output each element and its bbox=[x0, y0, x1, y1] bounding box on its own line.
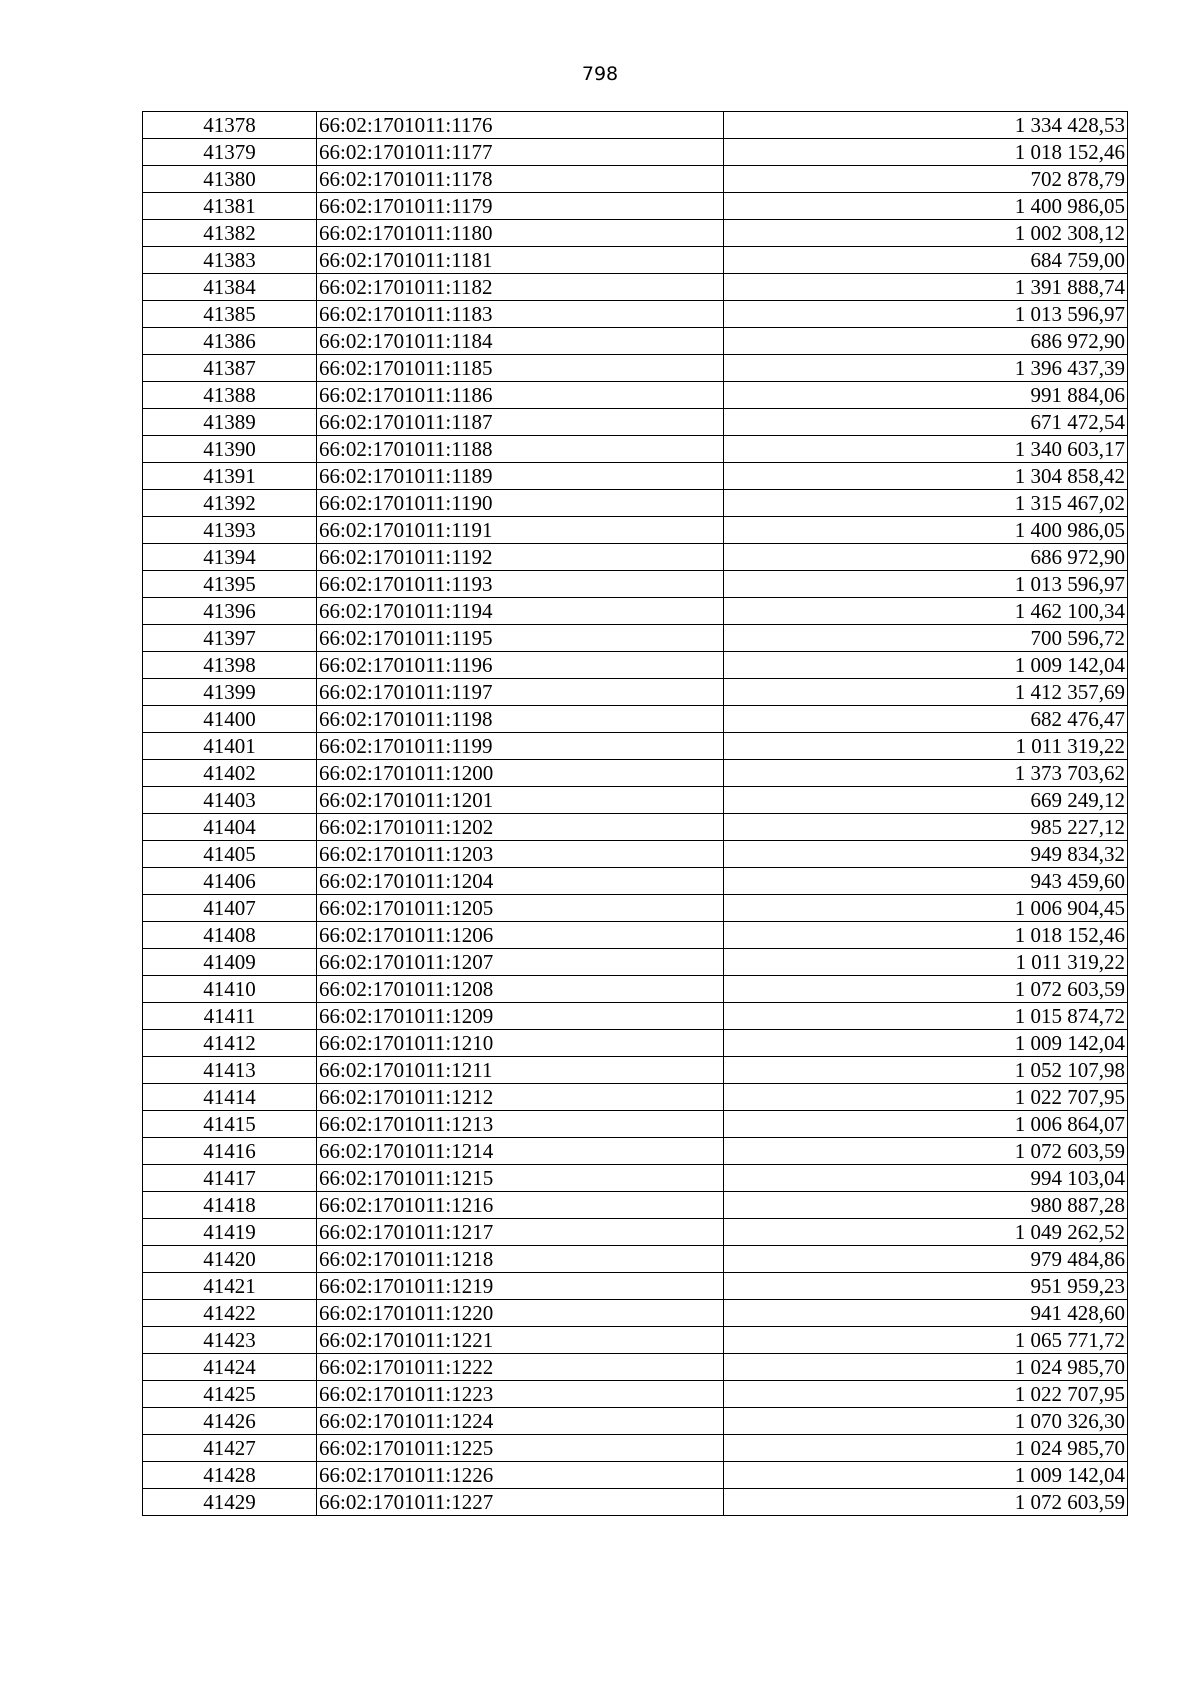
row-number-cell: 41413 bbox=[143, 1057, 317, 1084]
cadastral-number-cell: 66:02:1701011:1196 bbox=[317, 652, 724, 679]
cadastral-number-cell: 66:02:1701011:1213 bbox=[317, 1111, 724, 1138]
cadastral-value-cell: 1 462 100,34 bbox=[724, 598, 1128, 625]
cadastral-value-cell: 1 304 858,42 bbox=[724, 463, 1128, 490]
table-row bbox=[143, 949, 1128, 976]
row-number-cell: 41398 bbox=[143, 652, 317, 679]
cadastral-number-cell: 66:02:1701011:1178 bbox=[317, 166, 724, 193]
cadastral-table bbox=[142, 111, 1128, 1516]
cadastral-value-cell: 1 013 596,97 bbox=[724, 571, 1128, 598]
row-number-cell: 41392 bbox=[143, 490, 317, 517]
cadastral-value-cell: 682 476,47 bbox=[724, 706, 1128, 733]
row-number-cell: 41379 bbox=[143, 139, 317, 166]
table-row bbox=[143, 247, 1128, 274]
row-number-cell: 41389 bbox=[143, 409, 317, 436]
table-row bbox=[143, 1084, 1128, 1111]
row-number-cell: 41399 bbox=[143, 679, 317, 706]
page-number: 798 bbox=[581, 63, 619, 85]
cadastral-number-cell: 66:02:1701011:1221 bbox=[317, 1327, 724, 1354]
cadastral-number-cell: 66:02:1701011:1218 bbox=[317, 1246, 724, 1273]
table-row bbox=[143, 1111, 1128, 1138]
cadastral-number-cell: 66:02:1701011:1227 bbox=[317, 1489, 724, 1516]
row-number-cell: 41424 bbox=[143, 1354, 317, 1381]
table-row bbox=[143, 1408, 1128, 1435]
table-row bbox=[143, 1057, 1128, 1084]
table-row bbox=[143, 787, 1128, 814]
cadastral-value-cell: 985 227,12 bbox=[724, 814, 1128, 841]
cadastral-number-cell: 66:02:1701011:1210 bbox=[317, 1030, 724, 1057]
cadastral-number-cell: 66:02:1701011:1181 bbox=[317, 247, 724, 274]
row-number-cell: 41425 bbox=[143, 1381, 317, 1408]
cadastral-number-cell: 66:02:1701011:1217 bbox=[317, 1219, 724, 1246]
table-row bbox=[143, 922, 1128, 949]
row-number-cell: 41393 bbox=[143, 517, 317, 544]
cadastral-value-cell: 1 072 603,59 bbox=[724, 1489, 1128, 1516]
cadastral-value-cell: 994 103,04 bbox=[724, 1165, 1128, 1192]
cadastral-value-cell: 979 484,86 bbox=[724, 1246, 1128, 1273]
cadastral-value-cell: 700 596,72 bbox=[724, 625, 1128, 652]
cadastral-number-cell: 66:02:1701011:1199 bbox=[317, 733, 724, 760]
cadastral-value-cell: 1 002 308,12 bbox=[724, 220, 1128, 247]
row-number-cell: 41417 bbox=[143, 1165, 317, 1192]
cadastral-value-cell: 1 072 603,59 bbox=[724, 976, 1128, 1003]
cadastral-value-cell: 1 072 603,59 bbox=[724, 1138, 1128, 1165]
row-number-cell: 41404 bbox=[143, 814, 317, 841]
cadastral-value-cell: 1 024 985,70 bbox=[724, 1435, 1128, 1462]
table-row bbox=[143, 868, 1128, 895]
cadastral-value-cell: 686 972,90 bbox=[724, 328, 1128, 355]
cadastral-number-cell: 66:02:1701011:1212 bbox=[317, 1084, 724, 1111]
cadastral-number-cell: 66:02:1701011:1215 bbox=[317, 1165, 724, 1192]
cadastral-value-cell: 1 396 437,39 bbox=[724, 355, 1128, 382]
table-row bbox=[143, 166, 1128, 193]
cadastral-number-cell: 66:02:1701011:1224 bbox=[317, 1408, 724, 1435]
cadastral-value-cell: 1 373 703,62 bbox=[724, 760, 1128, 787]
table-row bbox=[143, 1030, 1128, 1057]
table-row bbox=[143, 328, 1128, 355]
cadastral-value-cell: 669 249,12 bbox=[724, 787, 1128, 814]
cadastral-number-cell: 66:02:1701011:1201 bbox=[317, 787, 724, 814]
cadastral-number-cell: 66:02:1701011:1219 bbox=[317, 1273, 724, 1300]
cadastral-number-cell: 66:02:1701011:1220 bbox=[317, 1300, 724, 1327]
cadastral-value-cell: 1 334 428,53 bbox=[724, 112, 1128, 139]
cadastral-number-cell: 66:02:1701011:1182 bbox=[317, 274, 724, 301]
cadastral-value-cell: 1 009 142,04 bbox=[724, 652, 1128, 679]
table-row bbox=[143, 841, 1128, 868]
cadastral-number-cell: 66:02:1701011:1216 bbox=[317, 1192, 724, 1219]
row-number-cell: 41412 bbox=[143, 1030, 317, 1057]
cadastral-number-cell: 66:02:1701011:1192 bbox=[317, 544, 724, 571]
cadastral-value-cell: 1 315 467,02 bbox=[724, 490, 1128, 517]
cadastral-number-cell: 66:02:1701011:1209 bbox=[317, 1003, 724, 1030]
cadastral-value-cell: 951 959,23 bbox=[724, 1273, 1128, 1300]
row-number-cell: 41421 bbox=[143, 1273, 317, 1300]
row-number-cell: 41427 bbox=[143, 1435, 317, 1462]
table-row bbox=[143, 139, 1128, 166]
table-row bbox=[143, 1138, 1128, 1165]
cadastral-number-cell: 66:02:1701011:1180 bbox=[317, 220, 724, 247]
table-row bbox=[143, 733, 1128, 760]
cadastral-value-cell: 1 340 603,17 bbox=[724, 436, 1128, 463]
cadastral-number-cell: 66:02:1701011:1179 bbox=[317, 193, 724, 220]
row-number-cell: 41388 bbox=[143, 382, 317, 409]
cadastral-number-cell: 66:02:1701011:1225 bbox=[317, 1435, 724, 1462]
table-row bbox=[143, 1435, 1128, 1462]
row-number-cell: 41384 bbox=[143, 274, 317, 301]
table-row bbox=[143, 652, 1128, 679]
cadastral-value-cell: 1 070 326,30 bbox=[724, 1408, 1128, 1435]
table-row bbox=[143, 463, 1128, 490]
table-row bbox=[143, 571, 1128, 598]
cadastral-value-cell: 1 015 874,72 bbox=[724, 1003, 1128, 1030]
row-number-cell: 41414 bbox=[143, 1084, 317, 1111]
cadastral-number-cell: 66:02:1701011:1189 bbox=[317, 463, 724, 490]
cadastral-number-cell: 66:02:1701011:1214 bbox=[317, 1138, 724, 1165]
cadastral-value-cell: 1 049 262,52 bbox=[724, 1219, 1128, 1246]
cadastral-number-cell: 66:02:1701011:1177 bbox=[317, 139, 724, 166]
row-number-cell: 41406 bbox=[143, 868, 317, 895]
row-number-cell: 41395 bbox=[143, 571, 317, 598]
row-number-cell: 41410 bbox=[143, 976, 317, 1003]
table-row bbox=[143, 193, 1128, 220]
cadastral-value-cell: 1 011 319,22 bbox=[724, 949, 1128, 976]
cadastral-number-cell: 66:02:1701011:1185 bbox=[317, 355, 724, 382]
cadastral-value-cell: 991 884,06 bbox=[724, 382, 1128, 409]
table-body bbox=[143, 112, 1128, 1516]
cadastral-value-cell: 1 024 985,70 bbox=[724, 1354, 1128, 1381]
cadastral-number-cell: 66:02:1701011:1187 bbox=[317, 409, 724, 436]
table-row bbox=[143, 895, 1128, 922]
cadastral-value-cell: 1 006 864,07 bbox=[724, 1111, 1128, 1138]
cadastral-value-cell: 1 022 707,95 bbox=[724, 1381, 1128, 1408]
cadastral-value-cell: 1 022 707,95 bbox=[724, 1084, 1128, 1111]
cadastral-number-cell: 66:02:1701011:1202 bbox=[317, 814, 724, 841]
row-number-cell: 41407 bbox=[143, 895, 317, 922]
cadastral-number-cell: 66:02:1701011:1204 bbox=[317, 868, 724, 895]
cadastral-number-cell: 66:02:1701011:1184 bbox=[317, 328, 724, 355]
cadastral-number-cell: 66:02:1701011:1200 bbox=[317, 760, 724, 787]
row-number-cell: 41386 bbox=[143, 328, 317, 355]
cadastral-value-cell: 1 018 152,46 bbox=[724, 139, 1128, 166]
row-number-cell: 41426 bbox=[143, 1408, 317, 1435]
cadastral-number-cell: 66:02:1701011:1176 bbox=[317, 112, 724, 139]
cadastral-value-cell: 671 472,54 bbox=[724, 409, 1128, 436]
table-row bbox=[143, 112, 1128, 139]
cadastral-value-cell: 702 878,79 bbox=[724, 166, 1128, 193]
cadastral-number-cell: 66:02:1701011:1186 bbox=[317, 382, 724, 409]
row-number-cell: 41381 bbox=[143, 193, 317, 220]
cadastral-number-cell: 66:02:1701011:1191 bbox=[317, 517, 724, 544]
row-number-cell: 41402 bbox=[143, 760, 317, 787]
table-row bbox=[143, 976, 1128, 1003]
row-number-cell: 41378 bbox=[143, 112, 317, 139]
row-number-cell: 41396 bbox=[143, 598, 317, 625]
table-row bbox=[143, 436, 1128, 463]
row-number-cell: 41394 bbox=[143, 544, 317, 571]
table-row bbox=[143, 1246, 1128, 1273]
cadastral-value-cell: 1 412 357,69 bbox=[724, 679, 1128, 706]
cadastral-value-cell: 943 459,60 bbox=[724, 868, 1128, 895]
row-number-cell: 41385 bbox=[143, 301, 317, 328]
table-row bbox=[143, 355, 1128, 382]
cadastral-number-cell: 66:02:1701011:1190 bbox=[317, 490, 724, 517]
row-number-cell: 41401 bbox=[143, 733, 317, 760]
row-number-cell: 41408 bbox=[143, 922, 317, 949]
table-row bbox=[143, 625, 1128, 652]
table-row bbox=[143, 490, 1128, 517]
table-row bbox=[143, 814, 1128, 841]
table-row bbox=[143, 1462, 1128, 1489]
row-number-cell: 41423 bbox=[143, 1327, 317, 1354]
cadastral-number-cell: 66:02:1701011:1195 bbox=[317, 625, 724, 652]
cadastral-value-cell: 1 009 142,04 bbox=[724, 1462, 1128, 1489]
cadastral-number-cell: 66:02:1701011:1208 bbox=[317, 976, 724, 1003]
row-number-cell: 41428 bbox=[143, 1462, 317, 1489]
cadastral-number-cell: 66:02:1701011:1197 bbox=[317, 679, 724, 706]
table-row bbox=[143, 274, 1128, 301]
row-number-cell: 41419 bbox=[143, 1219, 317, 1246]
cadastral-value-cell: 1 400 986,05 bbox=[724, 517, 1128, 544]
table-row bbox=[143, 409, 1128, 436]
cadastral-value-cell: 1 009 142,04 bbox=[724, 1030, 1128, 1057]
table-row bbox=[143, 1381, 1128, 1408]
cadastral-number-cell: 66:02:1701011:1193 bbox=[317, 571, 724, 598]
table-row bbox=[143, 760, 1128, 787]
table-row bbox=[143, 544, 1128, 571]
table-row bbox=[143, 1327, 1128, 1354]
row-number-cell: 41418 bbox=[143, 1192, 317, 1219]
row-number-cell: 41380 bbox=[143, 166, 317, 193]
table-row bbox=[143, 598, 1128, 625]
cadastral-number-cell: 66:02:1701011:1226 bbox=[317, 1462, 724, 1489]
row-number-cell: 41429 bbox=[143, 1489, 317, 1516]
cadastral-value-cell: 980 887,28 bbox=[724, 1192, 1128, 1219]
cadastral-value-cell: 1 011 319,22 bbox=[724, 733, 1128, 760]
row-number-cell: 41409 bbox=[143, 949, 317, 976]
cadastral-number-cell: 66:02:1701011:1194 bbox=[317, 598, 724, 625]
table-row bbox=[143, 1165, 1128, 1192]
table-row bbox=[143, 1219, 1128, 1246]
table-row bbox=[143, 706, 1128, 733]
row-number-cell: 41420 bbox=[143, 1246, 317, 1273]
table-row bbox=[143, 1273, 1128, 1300]
cadastral-value-cell: 1 006 904,45 bbox=[724, 895, 1128, 922]
cadastral-value-cell: 941 428,60 bbox=[724, 1300, 1128, 1327]
cadastral-number-cell: 66:02:1701011:1198 bbox=[317, 706, 724, 733]
cadastral-value-cell: 1 018 152,46 bbox=[724, 922, 1128, 949]
cadastral-value-cell: 1 052 107,98 bbox=[724, 1057, 1128, 1084]
row-number-cell: 41387 bbox=[143, 355, 317, 382]
row-number-cell: 41397 bbox=[143, 625, 317, 652]
row-number-cell: 41415 bbox=[143, 1111, 317, 1138]
cadastral-value-cell: 684 759,00 bbox=[724, 247, 1128, 274]
row-number-cell: 41400 bbox=[143, 706, 317, 733]
table-row bbox=[143, 679, 1128, 706]
cadastral-value-cell: 949 834,32 bbox=[724, 841, 1128, 868]
table-row bbox=[143, 301, 1128, 328]
cadastral-number-cell: 66:02:1701011:1205 bbox=[317, 895, 724, 922]
row-number-cell: 41422 bbox=[143, 1300, 317, 1327]
row-number-cell: 41403 bbox=[143, 787, 317, 814]
cadastral-number-cell: 66:02:1701011:1206 bbox=[317, 922, 724, 949]
table-row bbox=[143, 220, 1128, 247]
cadastral-number-cell: 66:02:1701011:1203 bbox=[317, 841, 724, 868]
table-row bbox=[143, 1300, 1128, 1327]
table-row bbox=[143, 382, 1128, 409]
table-row bbox=[143, 1489, 1128, 1516]
cadastral-number-cell: 66:02:1701011:1223 bbox=[317, 1381, 724, 1408]
cadastral-value-cell: 1 013 596,97 bbox=[724, 301, 1128, 328]
row-number-cell: 41382 bbox=[143, 220, 317, 247]
row-number-cell: 41416 bbox=[143, 1138, 317, 1165]
cadastral-number-cell: 66:02:1701011:1222 bbox=[317, 1354, 724, 1381]
cadastral-number-cell: 66:02:1701011:1207 bbox=[317, 949, 724, 976]
cadastral-value-cell: 1 065 771,72 bbox=[724, 1327, 1128, 1354]
cadastral-value-cell: 1 391 888,74 bbox=[724, 274, 1128, 301]
table-row bbox=[143, 1192, 1128, 1219]
row-number-cell: 41391 bbox=[143, 463, 317, 490]
row-number-cell: 41405 bbox=[143, 841, 317, 868]
cadastral-number-cell: 66:02:1701011:1188 bbox=[317, 436, 724, 463]
table-row bbox=[143, 1354, 1128, 1381]
cadastral-number-cell: 66:02:1701011:1211 bbox=[317, 1057, 724, 1084]
cadastral-value-cell: 1 400 986,05 bbox=[724, 193, 1128, 220]
row-number-cell: 41390 bbox=[143, 436, 317, 463]
row-number-cell: 41411 bbox=[143, 1003, 317, 1030]
row-number-cell: 41383 bbox=[143, 247, 317, 274]
cadastral-value-cell: 686 972,90 bbox=[724, 544, 1128, 571]
cadastral-number-cell: 66:02:1701011:1183 bbox=[317, 301, 724, 328]
table-row bbox=[143, 517, 1128, 544]
table-row bbox=[143, 1003, 1128, 1030]
